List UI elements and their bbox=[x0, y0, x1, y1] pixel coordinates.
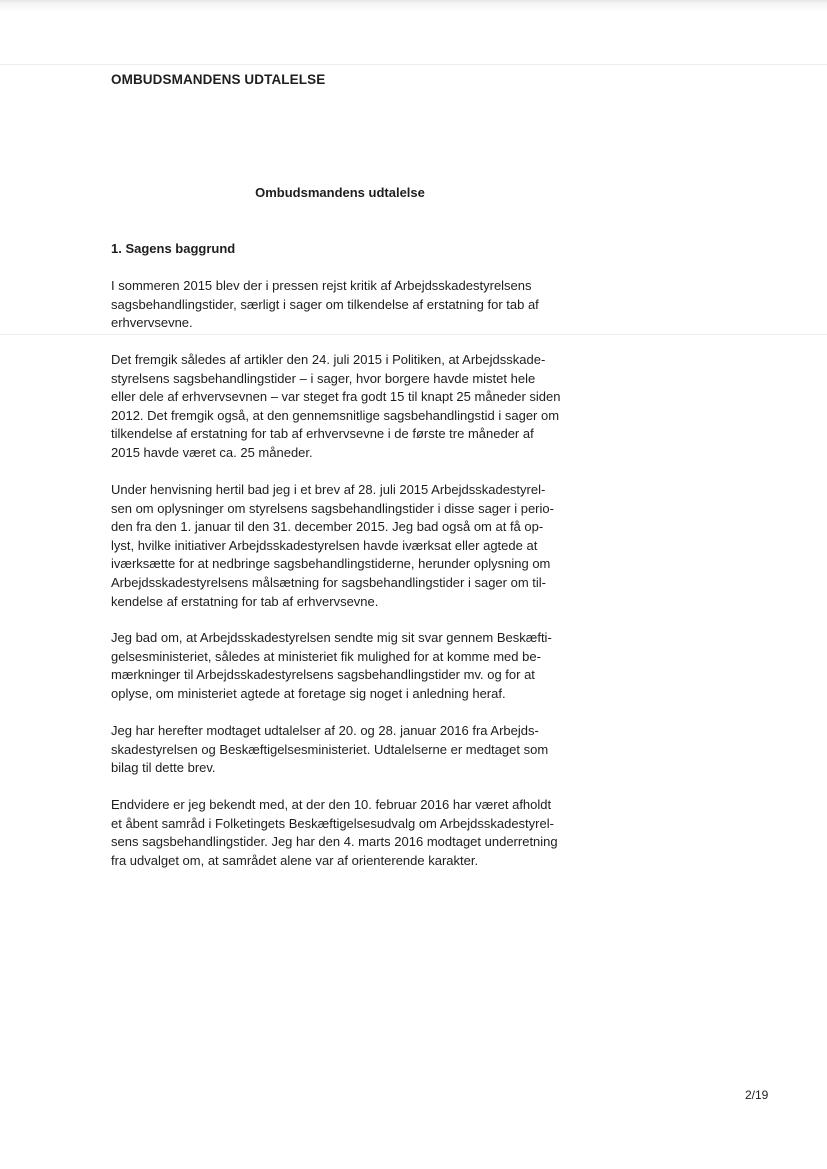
scan-artifact-line bbox=[0, 334, 827, 335]
paragraph-6: Endvidere er jeg bekendt med, at der den 10. februar 2016 har været afholdt et åbent samråd i Folketingets Beskæftigelsesudvalg om Arbejdsskadestyrel- sens sagsbehandlingstider. Jeg har den 4. marts 2016 modtaget underretning fra udvalget om, at samrådet alene var af orienterende karakter. bbox=[111, 797, 558, 868]
page-number: 2/19 bbox=[745, 1088, 769, 1102]
scan-edge bbox=[0, 0, 827, 12]
paragraph-2: Det fremgik således af artikler den 24. juli 2015 i Politiken, at Arbejdsskade- styrelsens sagsbehandlingstider – i sager, hvor borgere havde mistet hele eller dele af erhvervsevnen – var steget fra godt 15 til knapt 25 måneder siden 2012. Det fremgik også, at den gennemsnitlige sagsbehandlingstid i sager om tilkendelse af erstatning for tab af erhvervsevne i de første tre måneder af 2015 havde været ca. 25 måneder. bbox=[111, 352, 561, 460]
paragraph-3: Under henvisning hertil bad jeg i et brev af 28. juli 2015 Arbejdsskadestyrel- sen om oplysninger om styrelsens sagsbehandlingstider i disse sager i perio- den fra den 1. januar til den 31. december 2015. Jeg bad også om at få op- lyst, hvilke initiativer Arbejdsskadestyrelsen havde iværksat eller agtede at iværksætte for at nedbringe sagsbehandlingstiderne, herunder oplysning om Arbejdsskadestyrelsens målsætning for sagsbehandlingstider i sager om til- kendelse af erstatning for tab af erhvervsevne. bbox=[111, 482, 554, 609]
scan-artifact-line bbox=[0, 64, 827, 65]
document-header: OMBUDSMANDENS UDTALELSE bbox=[111, 72, 326, 87]
document-title: Ombudsmandens udtalelse bbox=[255, 185, 425, 200]
paragraph-4: Jeg bad om, at Arbejdsskadestyrelsen sendte mig sit svar gennem Beskæfti- gelsesministeriet, således at ministeriet fik mulighed for at komme med be- mærkninger til Arbejdsskadestyrelsens sagsbehandlingstider mv. og for at oplyse, om ministeriet agtede at foretage sig noget i anledning heraf. bbox=[111, 630, 552, 701]
paragraph-5: Jeg har herefter modtaget udtalelser af 20. og 28. januar 2016 fra Arbejds- skadestyrelsen og Beskæftigelsesministeriet. Udtalelserne er medtaget som bilag til dette brev. bbox=[111, 723, 549, 776]
section-heading: 1. Sagens baggrund bbox=[111, 241, 236, 256]
paragraph-1: I sommeren 2015 blev der i pressen rejst kritik af Arbejdsskadestyrelsens sagsbehandlingstider, særligt i sager om tilkendelse af erstatning for tab af erhvervsevne. bbox=[111, 278, 539, 331]
